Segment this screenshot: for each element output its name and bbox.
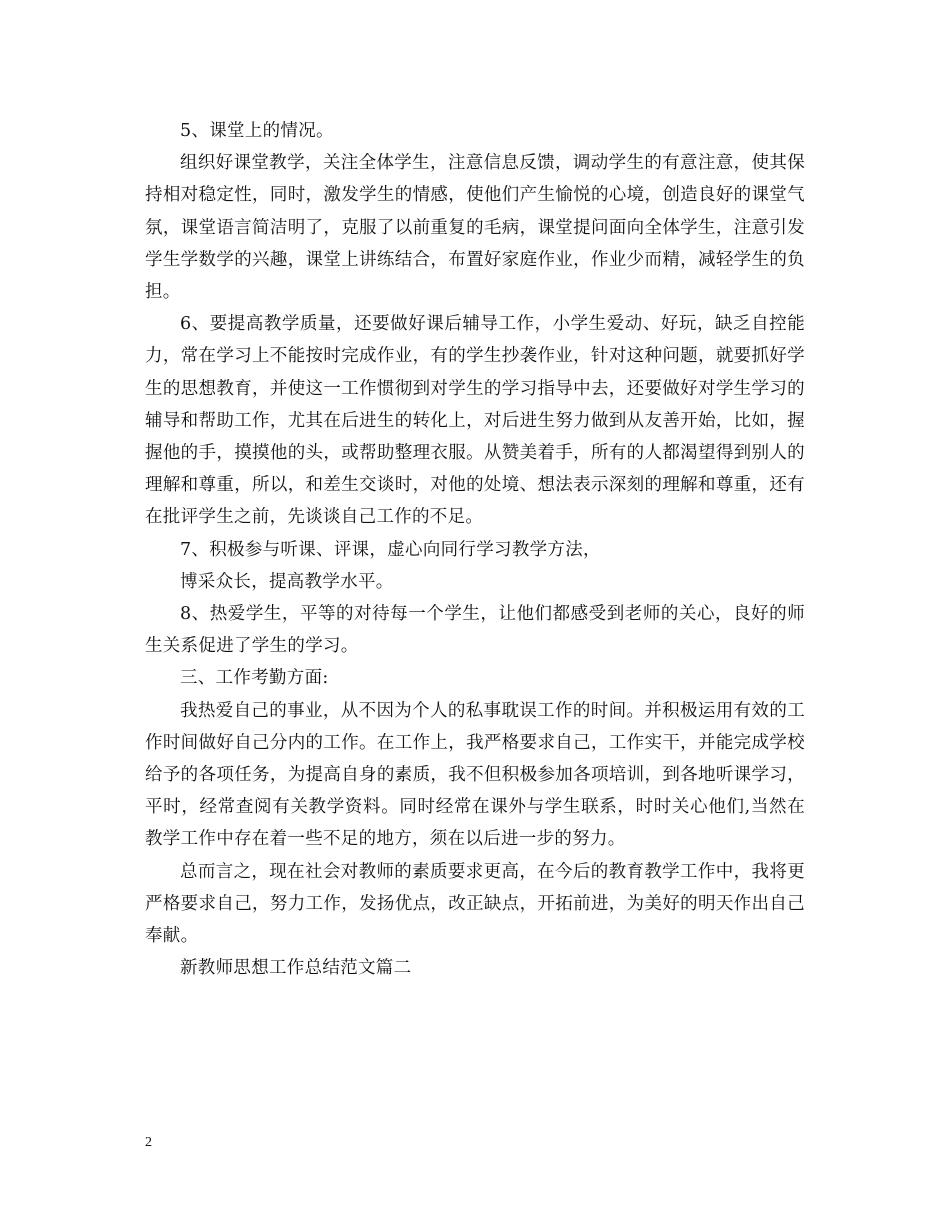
- section-heading-article-two: 新教师思想工作总结范文篇二: [180, 958, 412, 979]
- paragraph-conclusion: 总而言之，现在社会对教师的素质要求更高，在今后的教育教学工作中，我将更严格要求自己，努力工作，发扬优点，改正缺点，开拓前进，为美好的明天作出自己奉献。: [145, 861, 805, 947]
- paragraph-teaching-level: 博采众长，提高教学水平。: [180, 571, 394, 592]
- page-number: 2: [145, 1135, 152, 1150]
- paragraph-classroom-teaching: 组织好课堂教学，关注全体学生，注意信息反馈，调动学生的有意注意，使其保持相对稳定性，同时，激发学生的情感，使他们产生愉悦的心境，创造良好的课堂气氛，课堂语言简洁明了，克服了以前重复的毛病，课堂提问面向全体学生，注意引发学生学数学的兴趣，课堂上讲练结合，布置好家庭作业，作业少而精，减轻学生的负担。: [145, 153, 805, 303]
- paragraph-lesson-observation: 7、积极参与听课、评课，虚心向同行学习教学方法，: [180, 539, 601, 560]
- section-heading-classroom: 5、课堂上的情况。: [180, 121, 334, 141]
- paragraph-attendance: 我热爱自己的事业，从不因为个人的私事耽误工作的时间。并积极运用有效的工作时间做好自己分内的工作。在工作上，我严格要求自己，工作实干，并能完成学校给予的各项任务，为提高自身的素质，我不但积极参加各项培训，到各地听课学习，平时，经常查阅有关教学资料。同时经常在课外与学生联系，时时关心他们,当然在教学工作中存在着一些不足的地方，须在以后进一步的努力。: [145, 700, 805, 850]
- body-text: [145, 115, 805, 984]
- paragraph-after-class-tutoring: 6、要提高教学质量，还要做好课后辅导工作，小学生爱动、好玩，缺乏自控能力，常在学习上不能按时完成作业，有的学生抄袭作业，针对这种问题，就要抓好学生的思想教育，并使这一工作惯彻到对学生的学习指导中去，还要做好对学生学习的辅导和帮助工作，尤其在后进生的转化上，对后进生努力做到从友善开始，比如，握握他的手，摸摸他的头，或帮助整理衣服。从赞美着手，所有的人都渴望得到别人的理解和尊重，所以，和差生交谈时，对他的处境、想法表示深刻的理解和尊重，还有在批评学生之前，先谈谈自己工作的不足。: [145, 314, 805, 528]
- paragraph-love-students: 8、热爱学生，平等的对待每一个学生，让他们都感受到老师的关心，良好的师生关系促进了学生的学习。: [145, 604, 805, 657]
- section-heading-attendance: 三、工作考勤方面:: [180, 668, 329, 689]
